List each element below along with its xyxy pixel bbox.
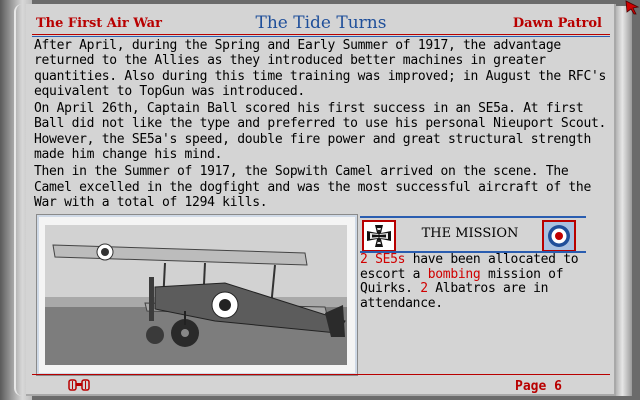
briefing-text-1: have been allocated to escort a <box>360 252 579 282</box>
book-page <box>26 4 616 396</box>
mission-task: bombing <box>427 266 481 282</box>
paragraph-2: On April 26th, Captain Ball scored his first success in an SE5a. At first Ball did not like the type and preferred to use his personal Nieuport Scout. However, the SE5a's speed, double fire power and great structural strength made him change his mind. <box>34 101 607 163</box>
paragraph-1: After April, during the Spring and Early Summer of 1917, the advantage returned to the Allies as they introduced better machines in greater quantities. Also during this time training was improved; in August the RFC's equivalent to TopGun was introduced. <box>34 38 607 99</box>
friendly-count: 2 <box>360 252 368 267</box>
header-divider-red <box>32 34 610 35</box>
page-title: The Tide Turns <box>255 13 387 33</box>
page-edge <box>616 6 632 396</box>
mission-title: THE MISSION <box>421 226 519 241</box>
page-header <box>32 12 610 34</box>
briefing-text-3: Albatros are in attendance. <box>360 281 549 311</box>
mouse-pointer-icon <box>625 0 640 15</box>
friendly-aircraft: SE5s <box>375 252 406 267</box>
biplane-image <box>45 225 347 365</box>
binoculars-icon[interactable] <box>68 377 90 391</box>
chapter-title: The First Air War <box>36 16 162 31</box>
header-divider-blue <box>32 36 610 37</box>
mission-top-rule <box>360 216 586 218</box>
biplane-photo <box>45 225 347 365</box>
raf-roundel-icon <box>542 220 576 252</box>
page-number[interactable]: Page 6 <box>515 379 562 394</box>
briefing-text-2: mission of Quirks. <box>360 266 564 296</box>
game-title: Dawn Patrol <box>512 16 602 31</box>
paragraph-3: Then in the Summer of 1917, the Sopwith Camel arrived on the scene. The Camel excelled in the dogfight and was the most successful aircraft of the War with a total of 1294 kills. <box>34 164 591 210</box>
footer-divider <box>32 374 610 375</box>
iron-cross-icon <box>362 220 396 252</box>
enemy-count: 2 <box>420 281 428 296</box>
photo-frame <box>36 214 358 376</box>
history-text <box>34 38 610 212</box>
mission-briefing <box>360 253 590 311</box>
